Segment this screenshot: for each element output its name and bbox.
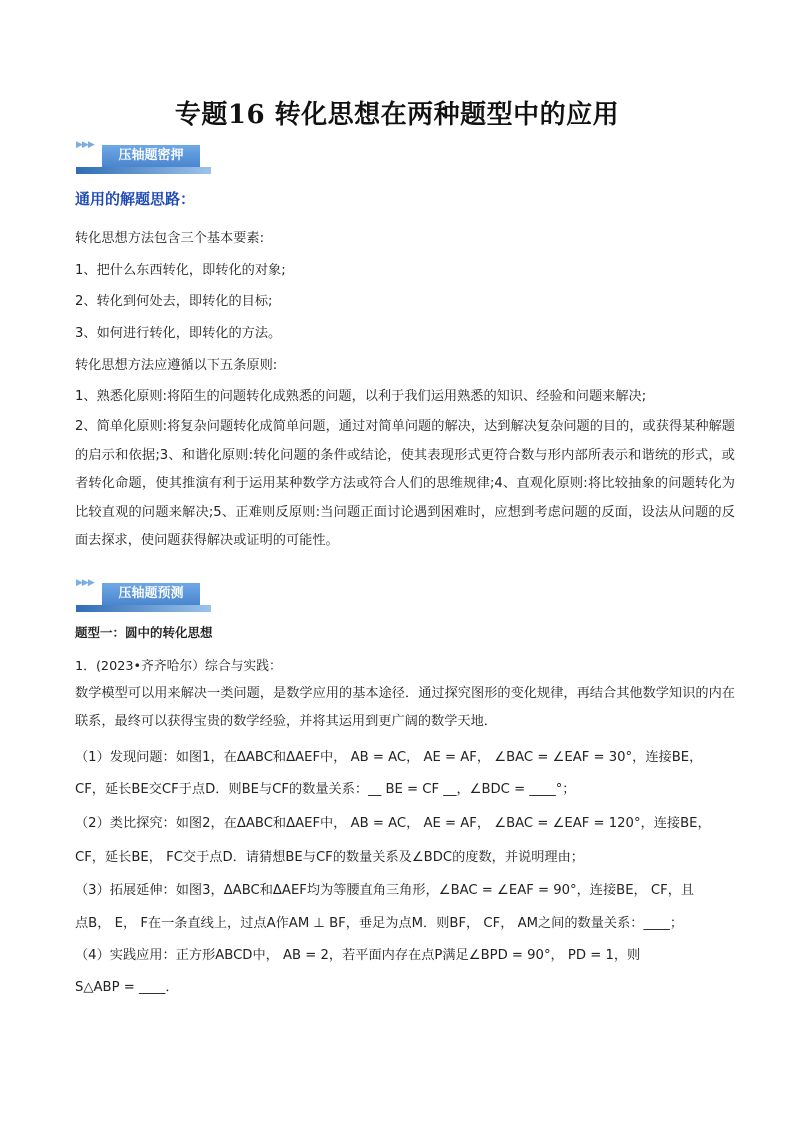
chevron-decoration-icon: ▶▶▶	[76, 140, 94, 150]
principles-paragraph: 2、简单化原则:将复杂问题转化成简单问题，通过对简单问题的解决，达到解决复杂问题的目的，或获得某种解题的启示和依据;3、和谐化原则:转化问题的条件或结论，使其表现形式更符合数与形内部所表示和谐统的形式，或者转化命题，使其推演有利于运用某种数学方法或符合人们的思维规律;4、直观化原则:将比较抽象的问题转化为比较直观的问题来解决;5、正难则反原则:当问题正面讨论遇到困难时，应想到考虑问题的反面，设法从问题的反面去探求，使问题获得解决或证明的可能性。	[75, 419, 735, 548]
text-line: 转化思想方法包含三个基本要素:	[75, 231, 265, 246]
question-1-line-1: （1）发现问题：如图1，在ΔABC和ΔAEF中， AB = AC， AE = AF， ∠BAC = ∠EAF = 30°，连接BE，	[75, 750, 703, 765]
banner-underline	[76, 605, 211, 612]
text-line: 2、转化到何处去，即转化的目标;	[75, 294, 273, 309]
question-1-line-2: CF，延长BE交CF于点D．则BE与CF的数量关系：__ BE = CF __，∠BDC = ____°；	[75, 782, 576, 797]
question-4-line-2: S△ABP = ____．	[75, 980, 179, 995]
type-heading: 题型一：圆中的转化思想	[75, 625, 213, 640]
section-subtitle: 通用的解题思路：	[75, 190, 196, 208]
question-2-line-1: （2）类比探究：如图2，在ΔABC和ΔAEF中， AB = AC， AE = AF， ∠BAC = ∠EAF = 120°，连接BE，	[75, 816, 711, 831]
problem-source: 1．(2023•齐齐哈尔）综合与实践：	[75, 659, 282, 674]
section-banner-predict	[76, 578, 211, 618]
text-line: 转化思想方法应遵循以下五条原则:	[75, 358, 278, 373]
problem-intro: 数学模型可以用来解决一类问题，是数学应用的基本途径．通过探究图形的变化规律，再结合其他数学知识的内在联系，最终可以获得宝贵的数学经验，并将其运用到更广阔的数学天地．	[75, 686, 735, 729]
document-title: 专题16 转化思想在两种题型中的应用	[174, 100, 620, 130]
question-4-line-1: （4）实践应用：正方形ABCD中， AB = 2，若平面内存在点P满足∠BPD = 90°， PD = 1，则	[75, 948, 641, 963]
banner-label: 压轴题密押	[102, 145, 200, 167]
question-3-line-1: （3）拓展延伸：如图3，ΔABC和ΔAEF均为等腰直角三角形，∠BAC = ∠EAF = 90°，连接BE， CF，且	[75, 883, 695, 898]
chevron-decoration-icon: ▶▶▶	[76, 578, 94, 588]
question-3-line-2: 点B， E， F在一条直线上，过点A作AM ⊥ BF，垂足为点M．则BF， CF， AM之间的数量关系：____；	[75, 916, 684, 931]
text-line: 1、把什么东西转化，即转化的对象;	[75, 263, 286, 278]
banner-label: 压轴题预测	[102, 583, 200, 605]
section-banner-secret	[76, 140, 211, 180]
text-line: 1、熟悉化原则:将陌生的问题转化成熟悉的问题，以利于我们运用熟悉的知识、经验和问题来解决;	[75, 389, 647, 404]
text-line: 3、如何进行转化，即转化的方法。	[75, 326, 282, 341]
question-2-line-2: CF，延长BE， FC交于点D．请猜想BE与CF的数量关系及∠BDC的度数，并说明理由；	[75, 850, 584, 865]
banner-underline	[76, 167, 211, 174]
